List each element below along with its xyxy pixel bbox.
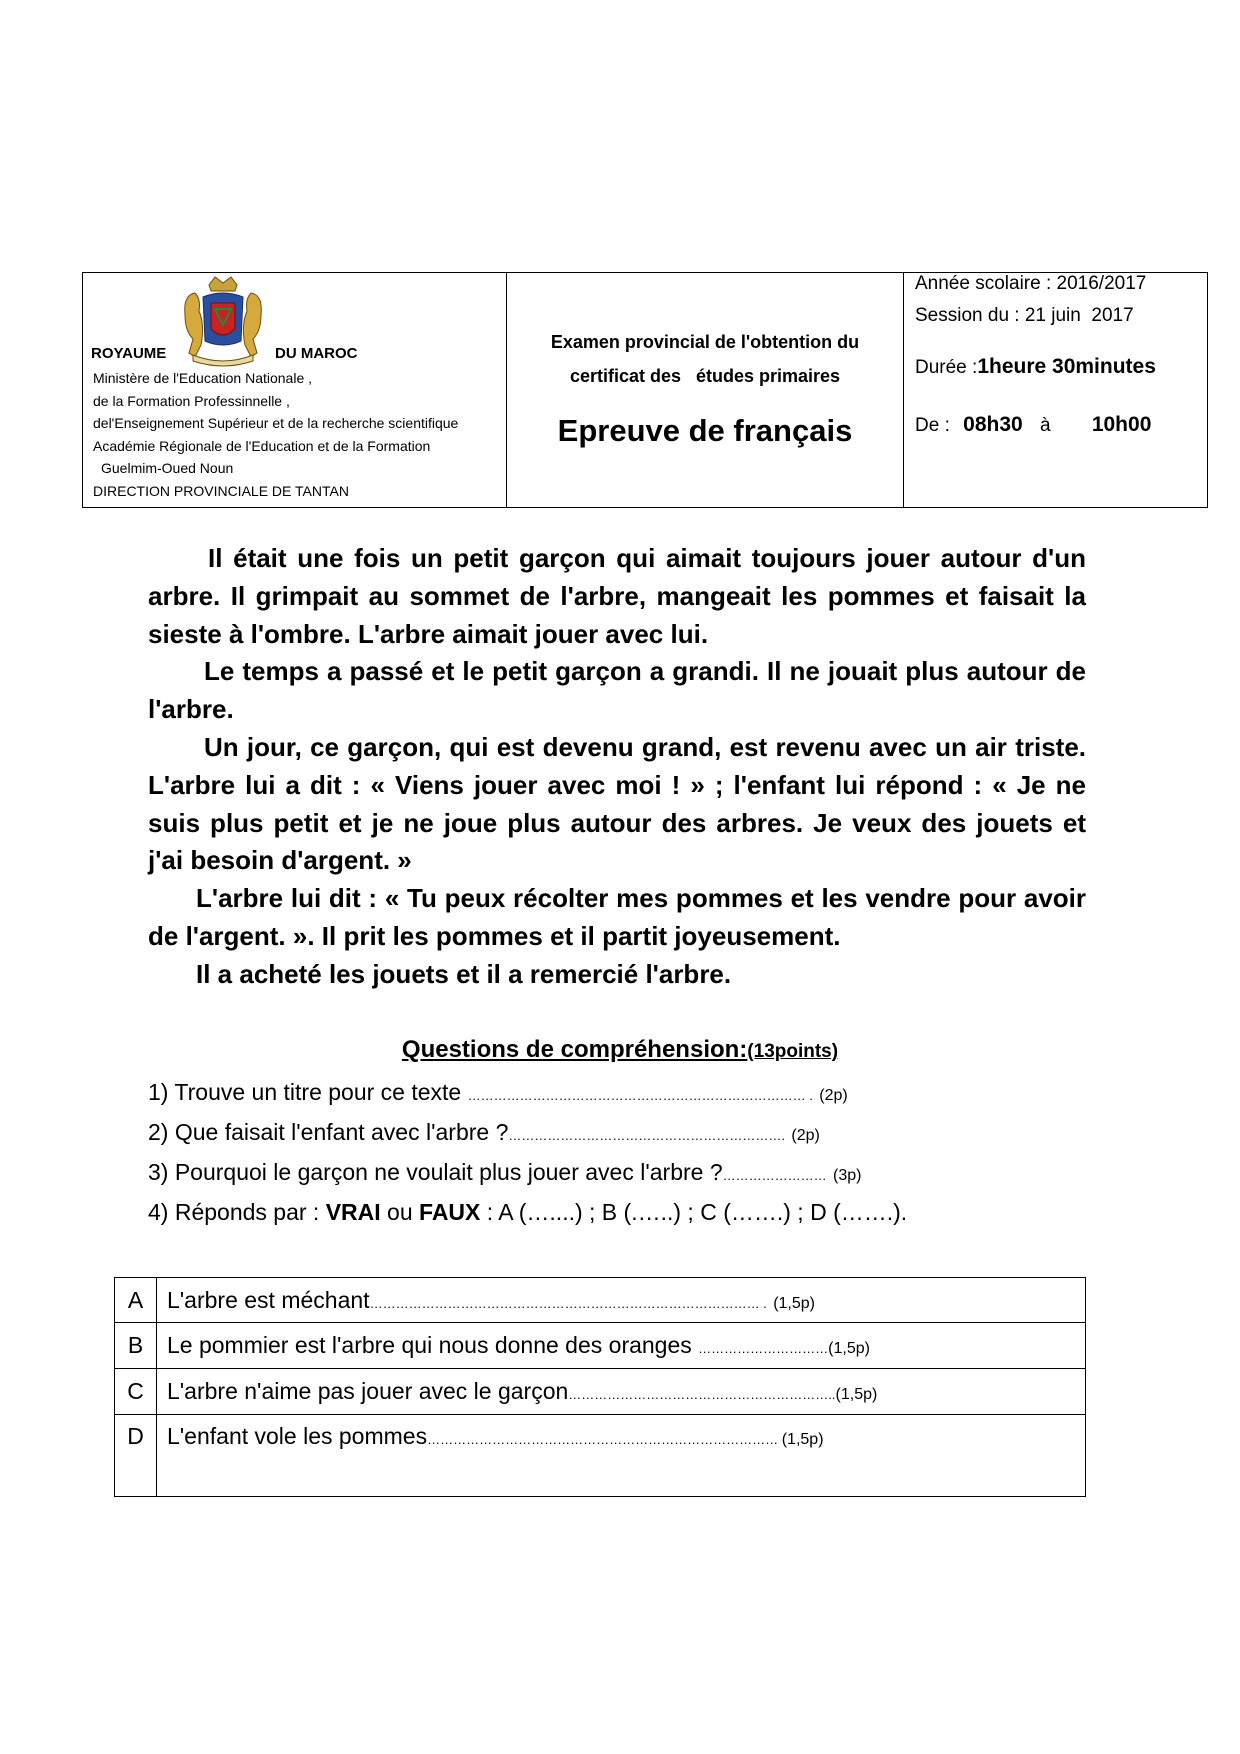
answer-dots: …………………… xyxy=(722,1168,827,1183)
admin-line: del'Enseignement Supérieur et de la recherche scientifique xyxy=(93,415,459,431)
questions-heading xyxy=(0,1036,1240,1064)
exam-title-line2: certificat des études primaires xyxy=(569,366,841,386)
question-text: 1) Trouve un titre pour ce texte xyxy=(148,1079,468,1105)
passage-paragraph: Il a acheté les jouets et il a remercié l'arbre. xyxy=(196,958,732,989)
table-row xyxy=(115,1369,1086,1415)
answer-slots: : A (…....) ; B (.…..) ; C (…….) ; D (…….). xyxy=(480,1199,908,1225)
question-text: 4) Réponds par : xyxy=(148,1199,326,1225)
school-year: Année scolaire : 2016/2017 xyxy=(915,273,1147,294)
admin-line: Ministère de l'Education Nationale , xyxy=(93,370,313,386)
passage-paragraph: Il était une fois un petit garçon qui aimait toujours jouer autour d'un arbre. Il grimpait au sommet de l'arbre, mangeait les pommes et faisait la sieste à l'ombre. L'arbre aimait jouer avec lui. xyxy=(148,543,1086,649)
row-letter: D xyxy=(115,1415,157,1497)
answer-dots: ………………………………………………………. xyxy=(508,1128,785,1143)
time-label: De : xyxy=(915,415,950,436)
row-statement xyxy=(157,1323,1086,1369)
time-start: 08h30 xyxy=(963,413,1023,436)
session-date: Session du : 21 juin 2017 xyxy=(915,305,1134,326)
admin-line: Guelmim-Oued Noun xyxy=(101,460,234,476)
passage-paragraph: Un jour, ce garçon, qui est devenu grand, est revenu avec un air triste. L'arbre lui a dit : « Viens jouer avec moi ! » ; l'enfant lui répond : « Je ne suis plus petit et je ne joue plus autour des arbres. Je veux des jouets et j'ai besoin d'argent. » xyxy=(148,731,1086,876)
row-letter: C xyxy=(115,1369,157,1415)
question-points: (3p) xyxy=(833,1167,862,1184)
question-points: (2p) xyxy=(791,1127,820,1144)
duration-label: Durée : xyxy=(915,357,978,378)
or-label: ou xyxy=(380,1199,420,1225)
statement-text: L'arbre est méchant xyxy=(167,1286,370,1313)
statement-points: (1,5p) xyxy=(773,1294,815,1312)
exam-title xyxy=(507,325,903,393)
true-false-table xyxy=(114,1277,1086,1497)
statement-text: L'enfant vole les pommes xyxy=(167,1423,428,1449)
question-text: 2) Que faisait l'enfant avec l'arbre ? xyxy=(148,1119,509,1145)
questions-heading-points: (13points) xyxy=(747,1041,839,1062)
time-end: 10h00 xyxy=(1091,413,1152,436)
kingdom-label-right: DU MAROC xyxy=(275,345,358,362)
statement-text: L'arbre n'aime pas jouer avec le garçon xyxy=(167,1378,569,1404)
question-text: 3) Pourquoi le garçon ne voulait plus jouer avec l'arbre ? xyxy=(148,1159,723,1185)
question-points: (2p) xyxy=(819,1087,848,1104)
administration-lines xyxy=(93,367,458,502)
false-label: FAUX xyxy=(419,1199,481,1225)
questions-heading-text: Questions de compréhension: xyxy=(401,1036,748,1063)
question-2 xyxy=(148,1119,820,1146)
duration-value: 1heure 30minutes xyxy=(977,355,1156,378)
statement-dots: ………………………… xyxy=(698,1341,829,1356)
true-label: VRAI xyxy=(325,1199,381,1225)
ministry-cell xyxy=(83,273,507,507)
exam-title-cell xyxy=(507,273,904,507)
statement-points: (1,5p) xyxy=(781,1431,824,1448)
statement-points: (1,5p) xyxy=(835,1386,878,1403)
table-row xyxy=(115,1278,1086,1323)
statement-dots: ……………………………………………………………………………… . xyxy=(369,1295,767,1311)
row-statement xyxy=(157,1278,1086,1323)
row-letter: A xyxy=(115,1278,157,1323)
row-statement xyxy=(157,1415,1086,1497)
time-separator: à xyxy=(1039,415,1051,436)
question-3 xyxy=(148,1159,861,1186)
passage-paragraph: Le temps a passé et le petit garçon a grandi. Il ne jouait plus autour de l'arbre. xyxy=(148,656,1086,725)
statement-dots: ……………………………………………………………………… xyxy=(427,1432,782,1447)
exam-info-cell xyxy=(904,273,1207,507)
row-letter: B xyxy=(115,1323,157,1369)
table-row xyxy=(115,1323,1086,1369)
statement-dots: …………………………………………………….. xyxy=(568,1387,836,1402)
admin-line: DIRECTION PROVINCIALE DE TANTAN xyxy=(93,482,349,499)
statement-text: Le pommier est l'arbre qui nous donne des oranges xyxy=(167,1332,699,1358)
table-row xyxy=(115,1415,1086,1497)
exam-header-table xyxy=(82,272,1208,508)
row-statement xyxy=(157,1369,1086,1415)
admin-line: de la Formation Professinnelle , xyxy=(93,392,290,409)
answer-dots: …………………………………………………………………… . xyxy=(467,1088,813,1103)
passage-paragraph: L'arbre lui dit : « Tu peux récolter mes pommes et les vendre pour avoir de l'argent. ». Il prit les pommes et il partit joyeusement. xyxy=(148,883,1086,951)
admin-line: Académie Régionale de l'Education et de la Formation xyxy=(93,437,431,454)
subject-title: Epreuve de français xyxy=(557,413,853,448)
moroccan-coat-of-arms xyxy=(179,275,267,371)
reading-passage xyxy=(148,540,1086,994)
kingdom-label-left: ROYAUME xyxy=(91,345,167,362)
duration xyxy=(915,355,1156,379)
statement-points: (1,5p) xyxy=(828,1340,870,1357)
exam-title-line1: Examen provincial de l'obtention du xyxy=(550,332,860,352)
question-4 xyxy=(148,1199,907,1226)
exam-time xyxy=(915,413,1151,437)
question-1 xyxy=(148,1079,848,1106)
